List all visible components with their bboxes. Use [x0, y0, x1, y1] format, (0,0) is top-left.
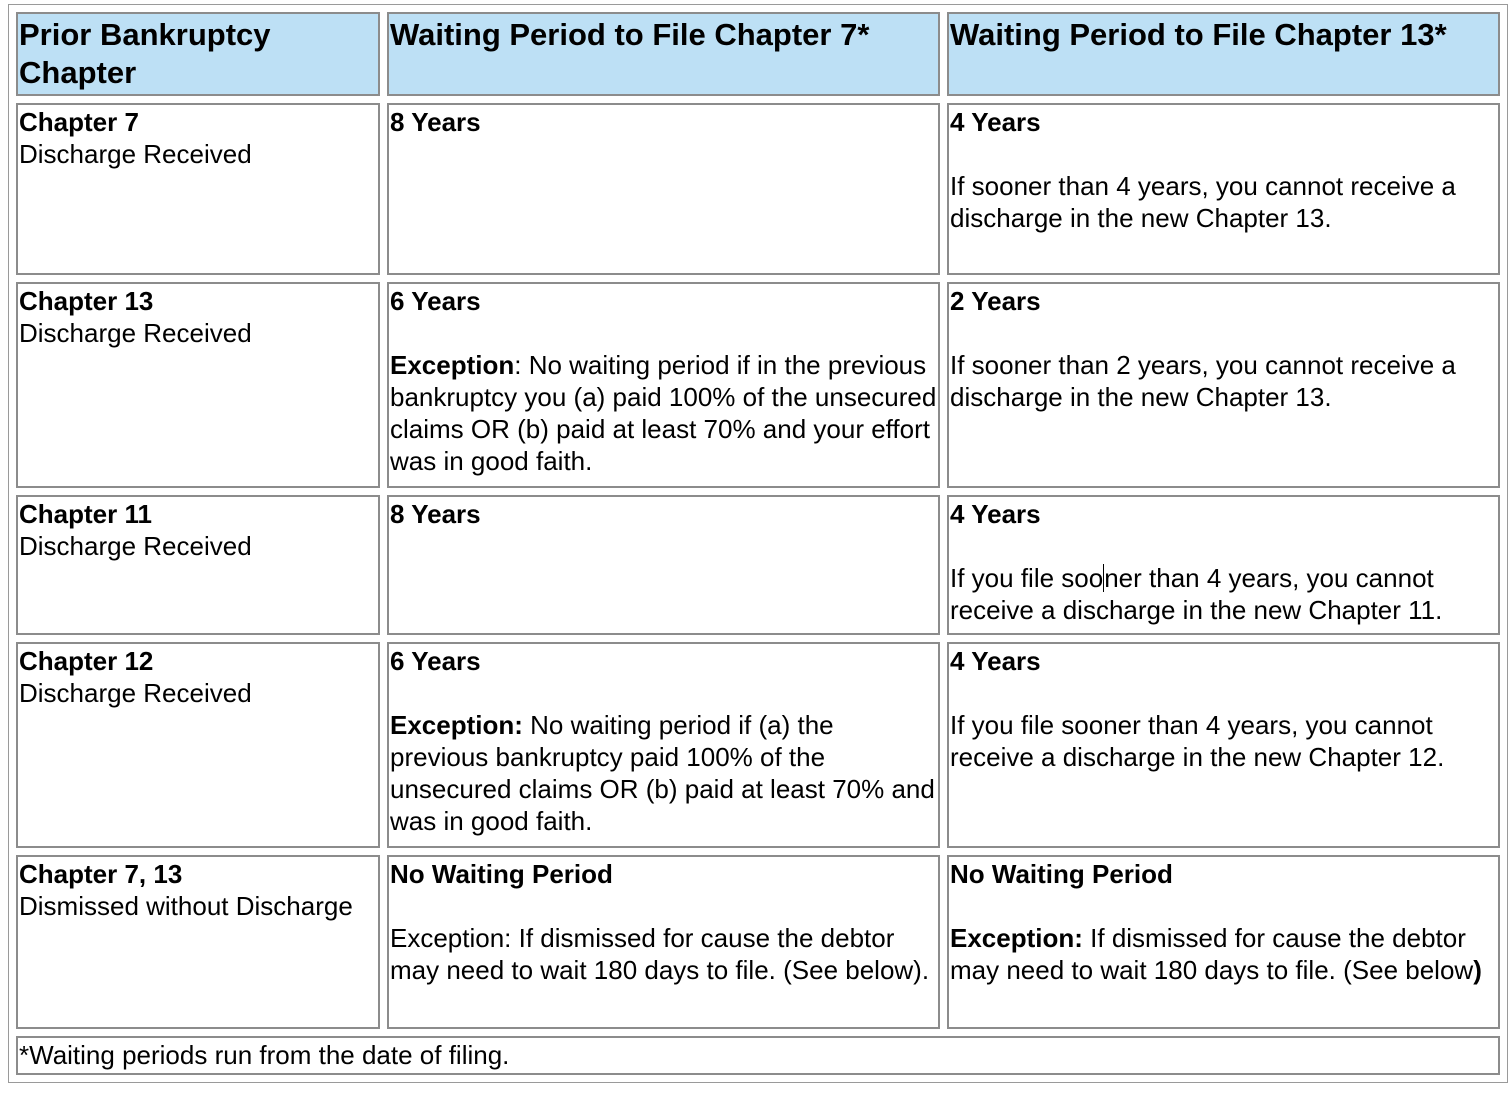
exception-label: Exception:: [950, 923, 1083, 953]
exception-label: Exception: [390, 350, 515, 380]
prior-chapter-cell: [16, 495, 380, 635]
chapter-label: Chapter 7: [19, 107, 139, 137]
waiting-note: If sooner than 2 years, you cannot receive a discharge in the new Chapter 13.: [950, 350, 1456, 412]
footnote: *Waiting periods run from the date of filing.: [16, 1036, 1500, 1075]
chapter-7-cell: [387, 282, 940, 488]
exception-note: Exception: If dismissed for cause the debtor may need to wait 180 days to file. (See below).: [390, 923, 930, 985]
prior-chapter-cell: [16, 103, 380, 275]
chapter-status: Discharge Received: [19, 318, 252, 348]
exception-text: If dismissed for cause the debtor may need to wait 180 days to file. (See below: [950, 923, 1474, 985]
footnote-row: [16, 1036, 1500, 1075]
waiting-note: If sooner than 4 years, you cannot receive a discharge in the new Chapter 13.: [950, 171, 1456, 233]
table-row: [16, 642, 1500, 848]
chapter-7-cell: [387, 495, 940, 635]
waiting-period: No Waiting Period: [390, 859, 613, 889]
chapter-13-cell: [947, 642, 1500, 848]
table-row: [16, 103, 1500, 275]
prior-chapter-cell: [16, 282, 380, 488]
waiting-period: 8 Years: [390, 107, 481, 137]
table-row: [16, 855, 1500, 1029]
exception-note: [950, 922, 1497, 986]
exception-close-paren: ): [1473, 955, 1482, 985]
header-chapter-7-waiting: Waiting Period to File Chapter 7*: [387, 12, 940, 96]
header-chapter-13-waiting: Waiting Period to File Chapter 13*: [947, 12, 1500, 96]
table-row: [16, 495, 1500, 635]
chapter-label: Chapter 7, 13: [19, 859, 183, 889]
chapter-label: Chapter 11: [19, 499, 152, 529]
chapter-label: Chapter 13: [19, 286, 154, 316]
exception-note: [390, 709, 937, 837]
exception-note: [390, 349, 937, 477]
chapter-13-cell: [947, 103, 1500, 275]
prior-chapter-cell: [16, 642, 380, 848]
waiting-period: 2 Years: [950, 286, 1041, 316]
waiting-period: 4 Years: [950, 646, 1041, 676]
chapter-7-cell: [387, 642, 940, 848]
chapter-13-cell[interactable]: [947, 495, 1500, 635]
waiting-period: 8 Years: [390, 499, 481, 529]
waiting-period: No Waiting Period: [950, 859, 1173, 889]
waiting-period: 6 Years: [390, 286, 481, 316]
chapter-status: Dismissed without Discharge: [19, 891, 353, 921]
waiting-note-start: If you file soo: [950, 563, 1104, 593]
waiting-note: [950, 562, 1497, 626]
chapter-status: Discharge Received: [19, 678, 252, 708]
prior-chapter-cell: [16, 855, 380, 1029]
waiting-period: 4 Years: [950, 499, 1041, 529]
chapter-13-cell: [947, 855, 1500, 1029]
table-row: [16, 282, 1500, 488]
chapter-status: Discharge Received: [19, 531, 252, 561]
chapter-7-cell: [387, 855, 940, 1029]
exception-label: Exception:: [390, 710, 523, 740]
header-prior-chapter: Prior Bankruptcy Chapter: [16, 12, 380, 96]
exception-text: No waiting period if (a) the previous bankruptcy paid 100% of the unsecured claims OR (b) paid at least 70% and was in good faith.: [390, 710, 935, 836]
chapter-label: Chapter 12: [19, 646, 154, 676]
chapter-13-cell: [947, 282, 1500, 488]
chapter-7-cell: [387, 103, 940, 275]
exception-text: : No waiting period if in the previous bankruptcy you (a) paid 100% of the unsecured claims OR (b) paid at least 70% and your effort was in good faith.: [390, 350, 937, 476]
waiting-period-table: [8, 4, 1508, 1083]
waiting-note: If you file sooner than 4 years, you cannot receive a discharge in the new Chapter 12.: [950, 710, 1445, 772]
waiting-note-end: ner than 4 years, you cannot receive a discharge in the new Chapter 11.: [950, 563, 1443, 625]
waiting-period: 4 Years: [950, 107, 1041, 137]
header-row: [16, 12, 1500, 96]
waiting-period: 6 Years: [390, 646, 481, 676]
chapter-status: Discharge Received: [19, 139, 252, 169]
